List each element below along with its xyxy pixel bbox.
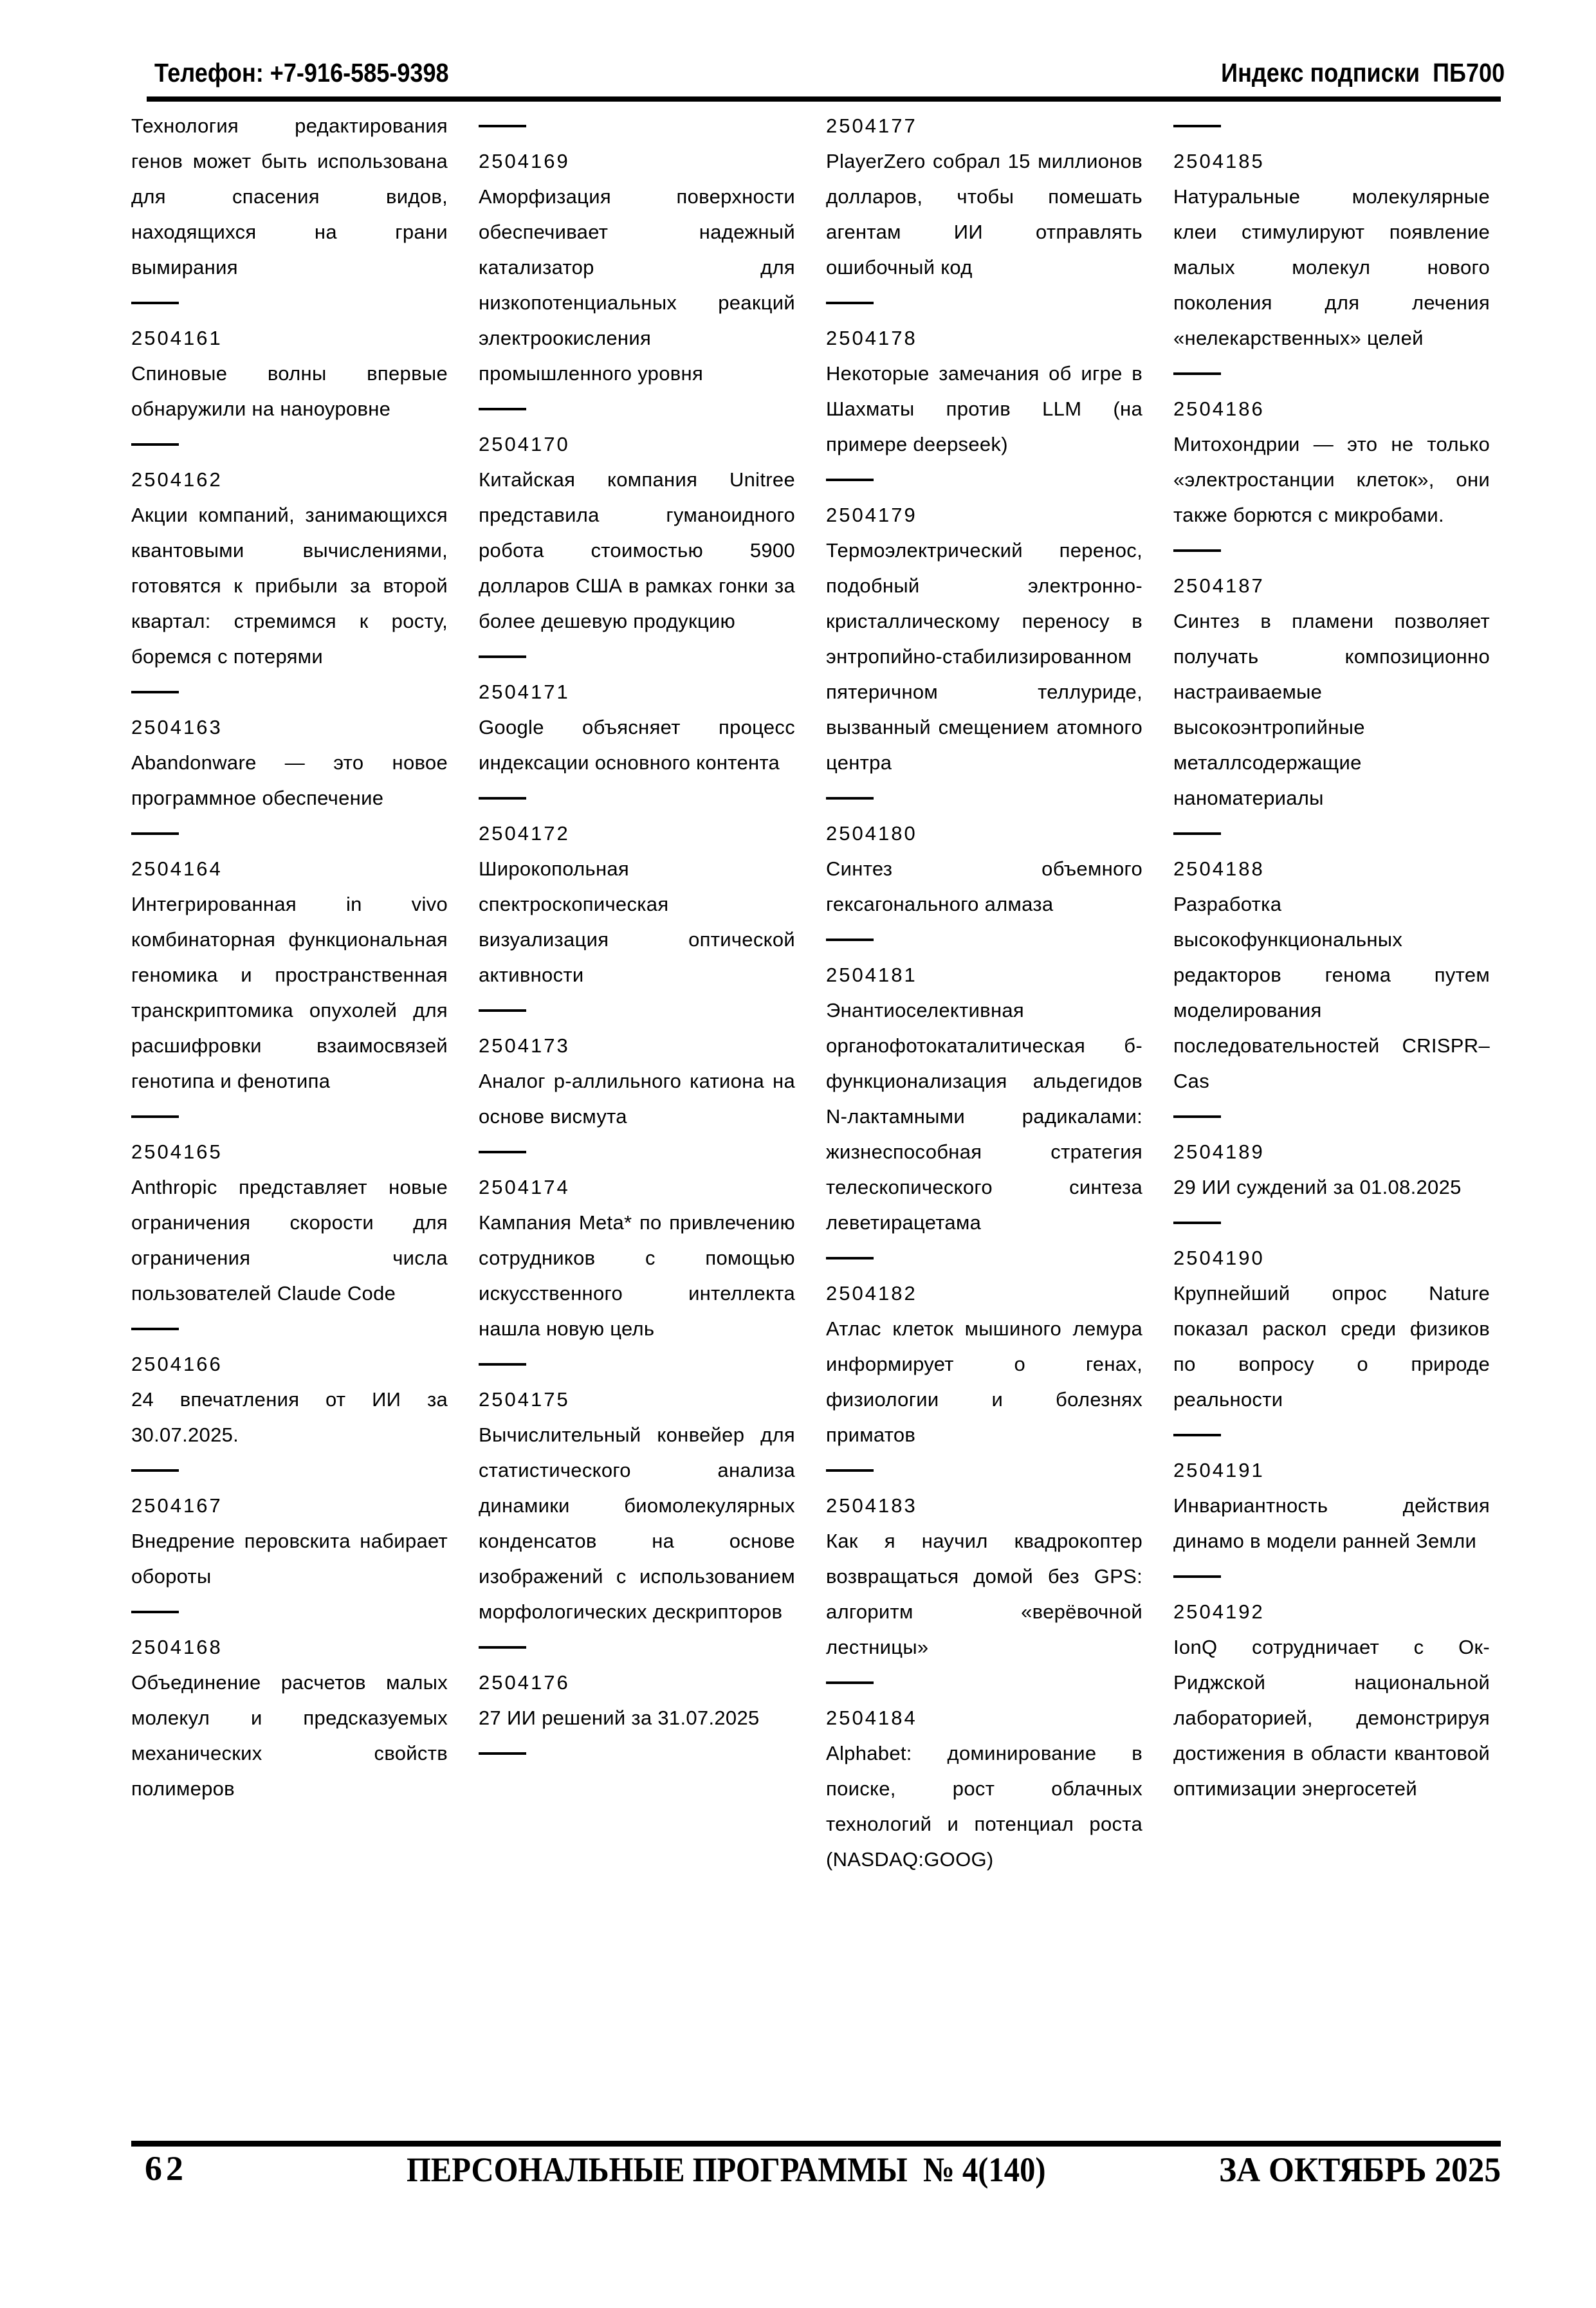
short-rule — [826, 797, 874, 800]
entry-separator — [1173, 108, 1490, 143]
entry-title: Синтез объемного гексагонального алмаза — [826, 857, 1142, 915]
entry-separator — [131, 674, 448, 710]
content-columns — [131, 108, 1490, 1877]
short-rule — [1173, 1222, 1221, 1224]
entry-title: Интегрированная in vivo комбинаторная функциональная геномика и пространственная транскриптомика опухолей для расшифровки взаимосвязей генотипа и фенотипа — [131, 893, 448, 1092]
short-rule — [1173, 1434, 1221, 1436]
journal-title: ПЕРСОНАЛЬНЫЕ ПРОГРАММЫ № 4(140) — [407, 2150, 1046, 2189]
short-rule — [826, 1681, 874, 1684]
entry-number: 2504188 — [1173, 857, 1265, 880]
entry-number: 2504169 — [479, 150, 570, 172]
entry-separator — [826, 1240, 1142, 1276]
subscription-index-label: Индекс подписки ПБ700 — [1220, 58, 1505, 87]
entry-separator — [131, 285, 448, 320]
entry-number: 2504162 — [131, 468, 223, 491]
short-rule — [131, 1115, 179, 1118]
entry-title: 29 ИИ суждений за 01.08.2025 — [1173, 1176, 1462, 1198]
short-rule — [1173, 125, 1221, 127]
short-rule — [826, 479, 874, 481]
short-rule — [479, 1363, 526, 1366]
entry-title: Аморфизация поверхности обеспечивает надежный катализатор для низкопотенциальных реакций электроокисления промышленного уровня — [479, 185, 795, 385]
page-footer — [0, 2148, 1596, 2200]
entry-title: Натуральные молекулярные клеи стимулируют появление малых молекул нового поколения для лечения «нелекарственных» целей — [1173, 185, 1490, 349]
short-rule — [1173, 1115, 1221, 1118]
column-4 — [1173, 108, 1490, 1877]
entry-number: 2504180 — [826, 822, 917, 845]
short-rule — [131, 302, 179, 304]
short-rule — [479, 1009, 526, 1012]
entry-separator — [131, 1311, 448, 1346]
entry-separator — [131, 1099, 448, 1134]
entry-title: Синтез в пламени позволяет получать композиционно настраиваемые высокоэнтропийные металлсодержащие наноматериалы — [1173, 610, 1490, 809]
entry-title: Alphabet: доминирование в поиске, рост облачных технологий и потенциал роста (NASDAQ:GOOG) — [826, 1742, 1142, 1871]
entry-separator — [479, 391, 795, 426]
entry-number: 2504164 — [131, 857, 223, 880]
entry-number: 2504174 — [479, 1176, 570, 1198]
entry-number: 2504165 — [131, 1140, 223, 1163]
short-rule — [1173, 832, 1221, 835]
short-rule — [131, 1469, 179, 1472]
entry-separator — [1173, 1099, 1490, 1134]
column-2 — [479, 108, 795, 1877]
short-rule — [479, 1752, 526, 1755]
column-1 — [131, 108, 448, 1877]
entry-separator — [479, 780, 795, 816]
entry-title: IonQ сотрудничает с Ок-Риджской национальной лабораторией, демонстрируя достижения в области квантовой оптимизации энергосетей — [1173, 1636, 1490, 1800]
entry-number: 2504179 — [826, 504, 917, 526]
entry-number: 2504168 — [131, 1636, 223, 1658]
entry-title: Китайская компания Unitree представила гуманоидного робота стоимостью 5900 долларов США в рамках гонки за более дешевую продукцию — [479, 468, 795, 632]
entry-title: Термоэлектрический перенос, подобный электронно-кристаллическому переносу в энтропийно-стабилизированном пятеричном теллуриде, вызванный смещением атомного центра — [826, 539, 1142, 774]
entry-title: Спиновые волны впервые обнаружили на наноуровне — [131, 362, 448, 420]
short-rule — [131, 691, 179, 693]
short-rule — [131, 443, 179, 446]
entry-number: 2504190 — [1173, 1247, 1265, 1269]
entry-title: Атлас клеток мышиного лемура информирует о генах, физиологии и болезнях приматов — [826, 1317, 1142, 1446]
entry-number: 2504176 — [479, 1671, 570, 1694]
entry-separator — [479, 993, 795, 1028]
entry-number: 2504173 — [479, 1034, 570, 1057]
entry-title: Аналог p-аллильного катиона на основе висмута — [479, 1070, 795, 1128]
entry-title: Abandonware — это новое программное обеспечение — [131, 751, 448, 809]
short-rule — [826, 939, 874, 941]
short-rule — [479, 1646, 526, 1649]
header-rule — [147, 96, 1501, 102]
column-3 — [826, 108, 1142, 1877]
entry-number: 2504177 — [826, 114, 917, 137]
entry-number: 2504163 — [131, 716, 223, 738]
entry-title: Крупнейший опрос Nature показал раскол среди физиков по вопросу о природе реальности — [1173, 1282, 1490, 1411]
entry-number: 2504178 — [826, 327, 917, 349]
short-rule — [1173, 549, 1221, 552]
entry-title: Некоторые замечания об игре в Шахматы против LLM (на примере deepseek) — [826, 362, 1142, 455]
entry-title: Внедрение перовскита набирает обороты — [131, 1530, 448, 1588]
entry-separator — [479, 108, 795, 143]
page-number: 62 — [145, 2149, 187, 2188]
entry-separator — [826, 1665, 1142, 1700]
short-rule — [479, 797, 526, 800]
entry-separator — [1173, 533, 1490, 568]
entry-separator — [826, 922, 1142, 957]
phone-label: Телефон: +7-916-585-9398 — [154, 58, 449, 87]
entry-separator — [479, 1346, 795, 1382]
entry-title: Объединение расчетов малых молекул и предсказуемых механических свойств полимеров — [131, 1671, 448, 1800]
entry-number: 2504170 — [479, 433, 570, 455]
entry-title: Технология редактирования генов может быть использована для спасения видов, находящихся на грани вымирания — [131, 114, 448, 279]
entry-separator — [131, 1594, 448, 1629]
short-rule — [479, 655, 526, 658]
entry-number: 2504184 — [826, 1707, 917, 1729]
entry-separator — [826, 780, 1142, 816]
issue-period: ЗА ОКТЯБРЬ 2025 — [1219, 2150, 1501, 2189]
entry-title: Anthropic представляет новые ограничения скорости для ограничения числа пользователей Claude Code — [131, 1176, 448, 1305]
entry-title: Энантиоселективная органофотокаталитическая б-функционализация альдегидов N-лактамными радикалами: жизнеспособная стратегия телескопического синтеза леветирацетама — [826, 999, 1142, 1234]
entry-separator — [479, 639, 795, 674]
entry-number: 2504167 — [131, 1494, 223, 1517]
entry-number: 2504191 — [1173, 1459, 1265, 1481]
short-rule — [479, 125, 526, 127]
entry-separator — [1173, 816, 1490, 851]
entry-title: Разработка высокофункциональных редакторов генома путем моделирования последовательностей CRISPR–Cas — [1173, 893, 1490, 1092]
entry-title: Инвариантность действия динамо в модели ранней Земли — [1173, 1494, 1490, 1552]
entry-number: 2504166 — [131, 1353, 223, 1375]
entry-number: 2504187 — [1173, 574, 1265, 597]
entry-title: Google объясняет процесс индексации основного контента — [479, 716, 795, 774]
entry-number: 2504161 — [131, 327, 223, 349]
short-rule — [1173, 1575, 1221, 1578]
entry-separator — [1173, 1205, 1490, 1240]
short-rule — [131, 832, 179, 835]
entry-separator — [1173, 356, 1490, 391]
short-rule — [1173, 372, 1221, 375]
entry-title: Вычислительный конвейер для статистического анализа динамики биомолекулярных конденсатов на основе изображений с использованием морфологических дескрипторов — [479, 1424, 795, 1623]
entry-separator — [1173, 1559, 1490, 1594]
entry-number: 2504181 — [826, 964, 917, 986]
entry-separator — [1173, 1417, 1490, 1452]
short-rule — [131, 1611, 179, 1613]
entry-separator — [479, 1134, 795, 1169]
entry-separator — [826, 1452, 1142, 1488]
short-rule — [479, 1151, 526, 1153]
entry-title: 24 впечатления от ИИ за 30.07.2025. — [131, 1388, 448, 1446]
entry-number: 2504186 — [1173, 398, 1265, 420]
short-rule — [826, 302, 874, 304]
entry-separator — [131, 426, 448, 462]
entry-number: 2504192 — [1173, 1600, 1265, 1623]
entry-title: PlayerZero собрал 15 миллионов долларов, чтобы помешать агентам ИИ отправлять ошибочный код — [826, 150, 1142, 279]
entry-title: Митохондрии — это не только «электростанции клеток», они также борются с микробами. — [1173, 433, 1490, 526]
short-rule — [479, 408, 526, 410]
short-rule — [826, 1469, 874, 1472]
entry-number: 2504185 — [1173, 150, 1265, 172]
entry-number: 2504183 — [826, 1494, 917, 1517]
entry-title: Акции компаний, занимающихся квантовыми вычислениями, готовятся к прибыли за второй квартал: стремимся к росту, боремся с потерями — [131, 504, 448, 668]
entry-title: Кампания Meta* по привлечению сотрудников с помощью искусственного интеллекта нашла новую цель — [479, 1211, 795, 1340]
entry-title: Широкопольная спектроскопическая визуализация оптической активности — [479, 857, 795, 986]
short-rule — [131, 1328, 179, 1330]
page-header — [154, 58, 1505, 88]
entry-number: 2504171 — [479, 681, 570, 703]
entry-number: 2504172 — [479, 822, 570, 845]
entry-separator — [826, 462, 1142, 497]
short-rule — [826, 1257, 874, 1259]
entry-number: 2504189 — [1173, 1140, 1265, 1163]
entry-separator — [131, 816, 448, 851]
entry-number: 2504182 — [826, 1282, 917, 1305]
entry-separator — [131, 1452, 448, 1488]
entry-title: 27 ИИ решений за 31.07.2025 — [479, 1707, 760, 1729]
entry-separator — [479, 1629, 795, 1665]
entry-title: Как я научил квадрокоптер возвращаться домой без GPS: алгоритм «верёвочной лестницы» — [826, 1530, 1142, 1658]
footer-rule — [131, 2141, 1501, 2147]
entry-number: 2504175 — [479, 1388, 570, 1411]
entry-separator — [479, 1736, 795, 1771]
entry-separator — [826, 285, 1142, 320]
